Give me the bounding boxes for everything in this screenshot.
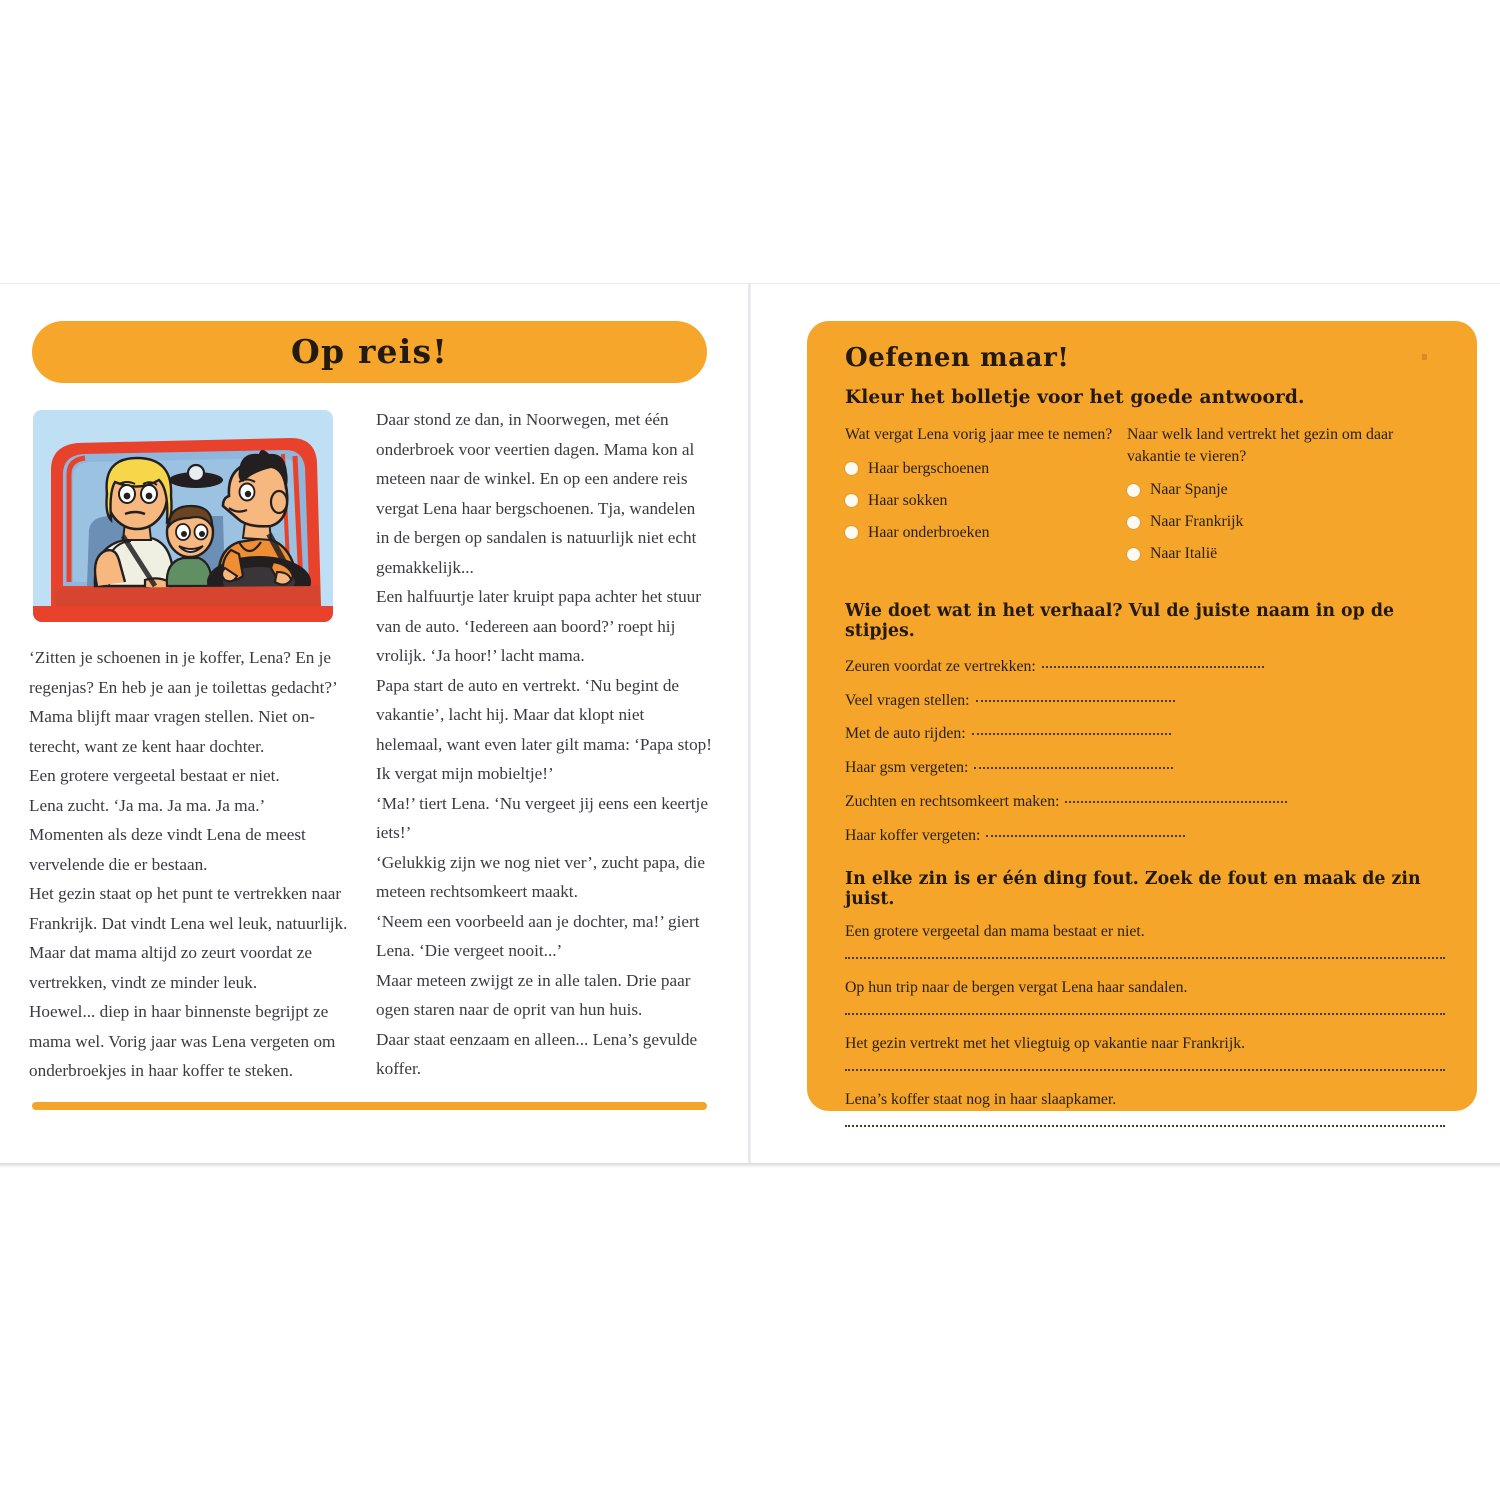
option-row[interactable]: [845, 460, 1127, 478]
option-label: Naar Frankrijk: [1150, 513, 1244, 530]
story-paragraph: Het gezin staat op het punt te vertrekken naar Frankrijk. Dat vindt Lena wel leuk, natuurlijk. Maar dat mama altijd zo zeurt voordat ze vertrekken, vindt ze minder leuk.: [29, 884, 348, 992]
answer-dots[interactable]: [974, 753, 1173, 769]
sentence-to-correct: Lena’s koffer staat nog in haar slaapkamer.: [845, 1090, 1117, 1108]
fill-in-label: Met de auto rijden:: [845, 725, 966, 743]
answer-line[interactable]: [845, 1013, 1445, 1015]
page-title: Op reis!: [291, 331, 448, 371]
answer-dots[interactable]: [1042, 652, 1264, 668]
instruction-correct-sentences: In elke zin is er één ding fout. Zoek de fout en maak de zin juist.: [845, 868, 1421, 909]
multiple-choice-question-2: [1127, 424, 1445, 577]
exercise-title: Oefenen maar!: [845, 343, 1070, 373]
story-paragraph: Papa start de auto en vertrekt. ‘Nu begint de vakantie’, lacht hij. Maar dat klopt niet helemaal, want even later gilt mama: ‘Papa stop! Ik vergat mijn mobieltje!’: [376, 675, 712, 783]
answer-dots[interactable]: [972, 720, 1171, 736]
sentence-to-correct: Op hun trip naar de bergen vergat Lena haar sandalen.: [845, 978, 1188, 996]
radio-bullet-icon[interactable]: [845, 526, 858, 539]
answer-dots[interactable]: [976, 686, 1175, 702]
option-row[interactable]: [1127, 545, 1445, 563]
option-row[interactable]: [845, 524, 1127, 542]
fill-in-row[interactable]: [845, 824, 1445, 845]
page-bottom-rule: [32, 1102, 707, 1110]
story-paragraph: ‘Gelukkig zijn we nog niet ver’, zucht papa, die meteen rechtsomkeert maakt.: [376, 852, 705, 901]
exercise-panel: [807, 321, 1477, 1111]
fill-in-row[interactable]: [845, 756, 1445, 777]
fill-in-row[interactable]: [845, 689, 1445, 710]
story-paragraph: Een halfuurtje later kruipt papa achter het stuur van de auto. ‘Iedereen aan boord?’ roept hij vrolijk. ‘Ja hoor!’ lacht mama.: [376, 587, 701, 665]
answer-dots[interactable]: [986, 821, 1185, 837]
option-row[interactable]: [1127, 481, 1445, 499]
fill-in-label: Haar gsm vergeten:: [845, 759, 969, 777]
option-label: Haar onderbroeken: [868, 523, 990, 541]
book-spread: [0, 283, 1500, 1163]
option-label: Haar bergschoenen: [868, 459, 990, 477]
option-label: Naar Spanje: [1150, 481, 1228, 498]
option-row[interactable]: [1127, 513, 1445, 531]
fill-in-label: Haar koffer vergeten:: [845, 826, 981, 844]
fill-in-row[interactable]: [845, 655, 1445, 676]
multiple-choice-question-1: [845, 424, 1127, 577]
radio-bullet-icon[interactable]: [1127, 516, 1140, 529]
story-paragraph: Lena zucht. ‘Ja ma. Ja ma. Ja ma.’: [29, 795, 266, 815]
question-text: Wat vergat Lena vorig jaar mee te nemen?: [845, 426, 1113, 443]
right-page: [751, 284, 1500, 1164]
answer-line[interactable]: [845, 1125, 1445, 1127]
fill-in-row[interactable]: [845, 790, 1445, 811]
radio-bullet-icon[interactable]: [845, 494, 858, 507]
fill-in-label: Zeuren voordat ze vertrekken:: [845, 657, 1036, 675]
story-title-banner: [32, 321, 707, 383]
instruction-fill-in: Wie doet wat in het verhaal? Vul de juiste naam in op de stipjes.: [845, 601, 1395, 641]
story-paragraph: ‘Zitten je schoenen in je koffer, Lena? En je regenjas? En heb je aan je toilettas gedacht?’: [29, 648, 338, 697]
answer-line[interactable]: [845, 957, 1445, 959]
radio-bullet-icon[interactable]: [1127, 484, 1140, 497]
sentence-to-correct: Het gezin vertrekt met het vliegtuig op vakantie naar Frankrijk.: [845, 1034, 1246, 1052]
correct-sentences-list: [845, 923, 1445, 1127]
instruction-multiple-choice: Kleur het bolletje voor het goede antwoord.: [845, 387, 1305, 408]
sentence-to-correct: Een grotere vergeetal dan mama bestaat er niet.: [845, 922, 1145, 940]
answer-line[interactable]: [845, 1069, 1445, 1071]
radio-bullet-icon[interactable]: [1127, 548, 1140, 561]
option-label: Naar Italië: [1150, 545, 1218, 562]
story-paragraph: ‘Neem een voorbeeld aan je dochter, ma!’ giert Lena. ‘Die vergeet nooit...’: [376, 911, 700, 960]
story-paragraph: Daar stond ze dan, in Noorwegen, met één onderbroek voor veertien dagen. Mama kon al meteen naar de winkel. En op een andere reis vergat Lena haar bergschoenen. Tja, wandelen in de bergen op sandalen is natuurlijk niet echt gemakkelijk...: [376, 410, 697, 577]
fill-in-label: Veel vragen stellen:: [845, 691, 970, 709]
radio-bullet-icon[interactable]: [845, 462, 858, 475]
story-paragraph: Hoewel... diep in haar binnenste begrijpt ze mama wel. Vorig jaar was Lena vergeten om onderbroekjes in haar koffer te steken.: [29, 1002, 336, 1080]
multiple-choice-group: [845, 424, 1445, 577]
story-paragraph: Maar meteen zwijgt ze in alle talen. Drie paar ogen staren naar de oprit van hun huis.: [376, 970, 691, 1019]
family-in-car-illustration: [33, 410, 333, 622]
option-row[interactable]: [845, 492, 1127, 510]
story-paragraph: Een grotere vergeetal bestaat er niet.: [29, 766, 280, 785]
story-paragraph: Daar staat eenzaam en alleen... Lena’s gevulde koffer.: [376, 1029, 698, 1078]
story-text-column-right: [376, 405, 712, 1084]
left-page: [0, 284, 748, 1164]
story-paragraph: Momenten als deze vindt Lena de meest vervelende die er bestaan.: [29, 825, 306, 874]
question-text: Naar welk land vertrekt het gezin om daar vakantie te vieren?: [1127, 426, 1394, 465]
fill-in-row[interactable]: [845, 723, 1445, 744]
answer-dots[interactable]: [1065, 787, 1287, 803]
story-paragraph: ‘Ma!’ tiert Lena. ‘Nu vergeet jij eens een keertje iets!’: [376, 793, 708, 842]
story-paragraph: Mama blijft maar vragen stellen. Niet on-terecht, want ze kent haar dochter.: [29, 707, 315, 756]
story-text-column-left: [29, 643, 349, 1086]
fill-in-list: [845, 655, 1445, 845]
fill-in-label: Zuchten en rechtsomkeert maken:: [845, 792, 1060, 810]
option-label: Haar sokken: [868, 491, 948, 509]
